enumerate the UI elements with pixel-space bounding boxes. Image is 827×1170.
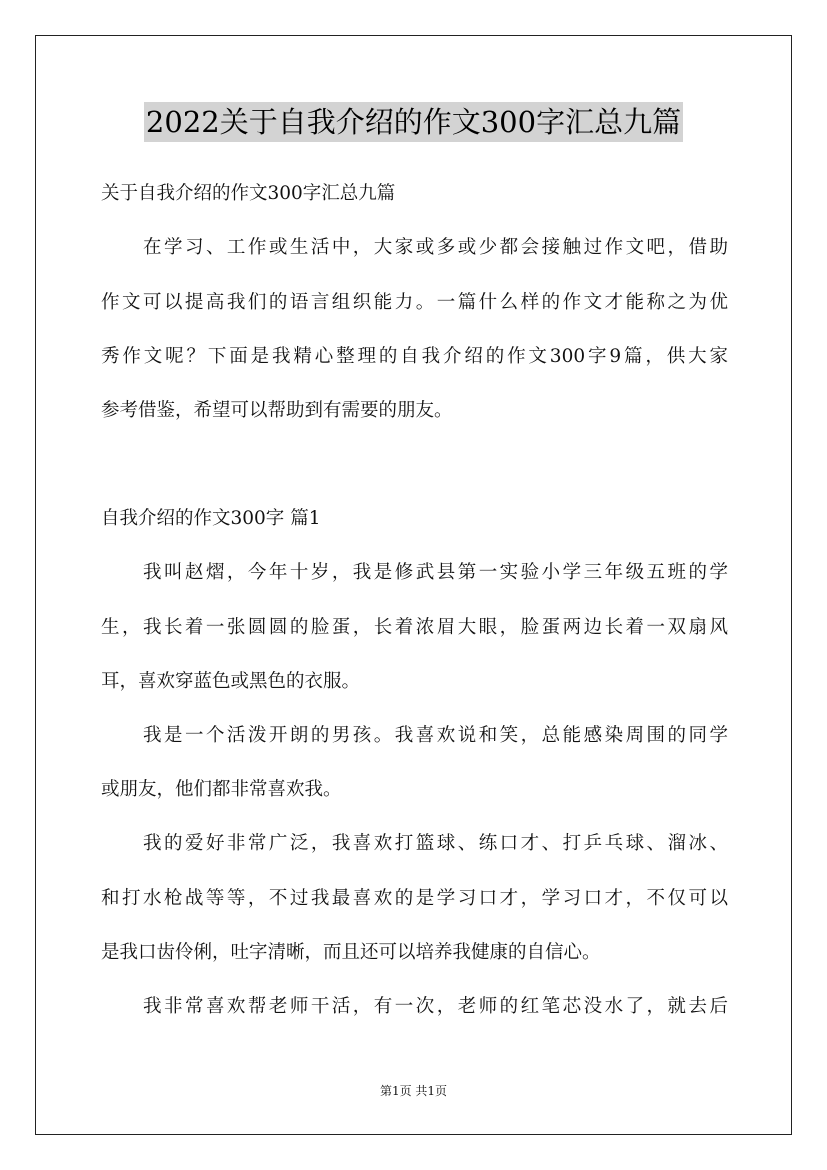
paragraph-3-line-1: 我的爱好非常广泛，我喜欢打篮球、练口才、打乒乓球、溜冰、 [143, 833, 728, 854]
intro-line-1: 在学习、工作或生活中，大家或多或少都会接触过作文吧，借助 [143, 237, 728, 258]
paragraph-1-line-3: 耳，喜欢穿蓝色或黑色的衣服。 [101, 671, 361, 692]
paragraph-3-line-2: 和打水枪战等等，不过我最喜欢的是学习口才，学习口才，不仅可以 [101, 888, 728, 909]
paragraph-2-line-2: 或朋友，他们都非常喜欢我。 [101, 779, 342, 800]
paragraph-1-line-2: 生，我长着一张圆圆的脸蛋，长着浓眉大眼，脸蛋两边长着一双扇风 [101, 617, 728, 638]
paragraph-1-line-1: 我叫赵熠，今年十岁，我是修武县第一实验小学三年级五班的学 [143, 562, 728, 583]
paragraph-3-line-3: 是我口齿伶俐，吐字清晰，而且还可以培养我健康的自信心。 [101, 942, 601, 963]
intro-line-3: 秀作文呢？下面是我精心整理的自我介绍的作文300字9篇，供大家 [101, 346, 728, 367]
intro-line-2: 作文可以提高我们的语言组织能力。一篇什么样的作文才能称之为优 [101, 292, 728, 313]
title-container [0, 102, 827, 142]
intro-line-4: 参考借鉴，希望可以帮助到有需要的朋友。 [101, 400, 453, 421]
section-heading: 自我介绍的作文300字 篇1 [101, 508, 321, 529]
page-number-footer: 第1页 共1页 [379, 1084, 448, 1098]
paragraph-2-line-1: 我是一个活泼开朗的男孩。我喜欢说和笑，总能感染周围的同学 [143, 725, 728, 746]
paragraph-4-line-1: 我非常喜欢帮老师干活，有一次，老师的红笔芯没水了，就去后 [143, 996, 728, 1017]
document-title: 2022关于自我介绍的作文300字汇总九篇 [144, 102, 683, 142]
document-subtitle: 关于自我介绍的作文300字汇总九篇 [101, 183, 396, 204]
